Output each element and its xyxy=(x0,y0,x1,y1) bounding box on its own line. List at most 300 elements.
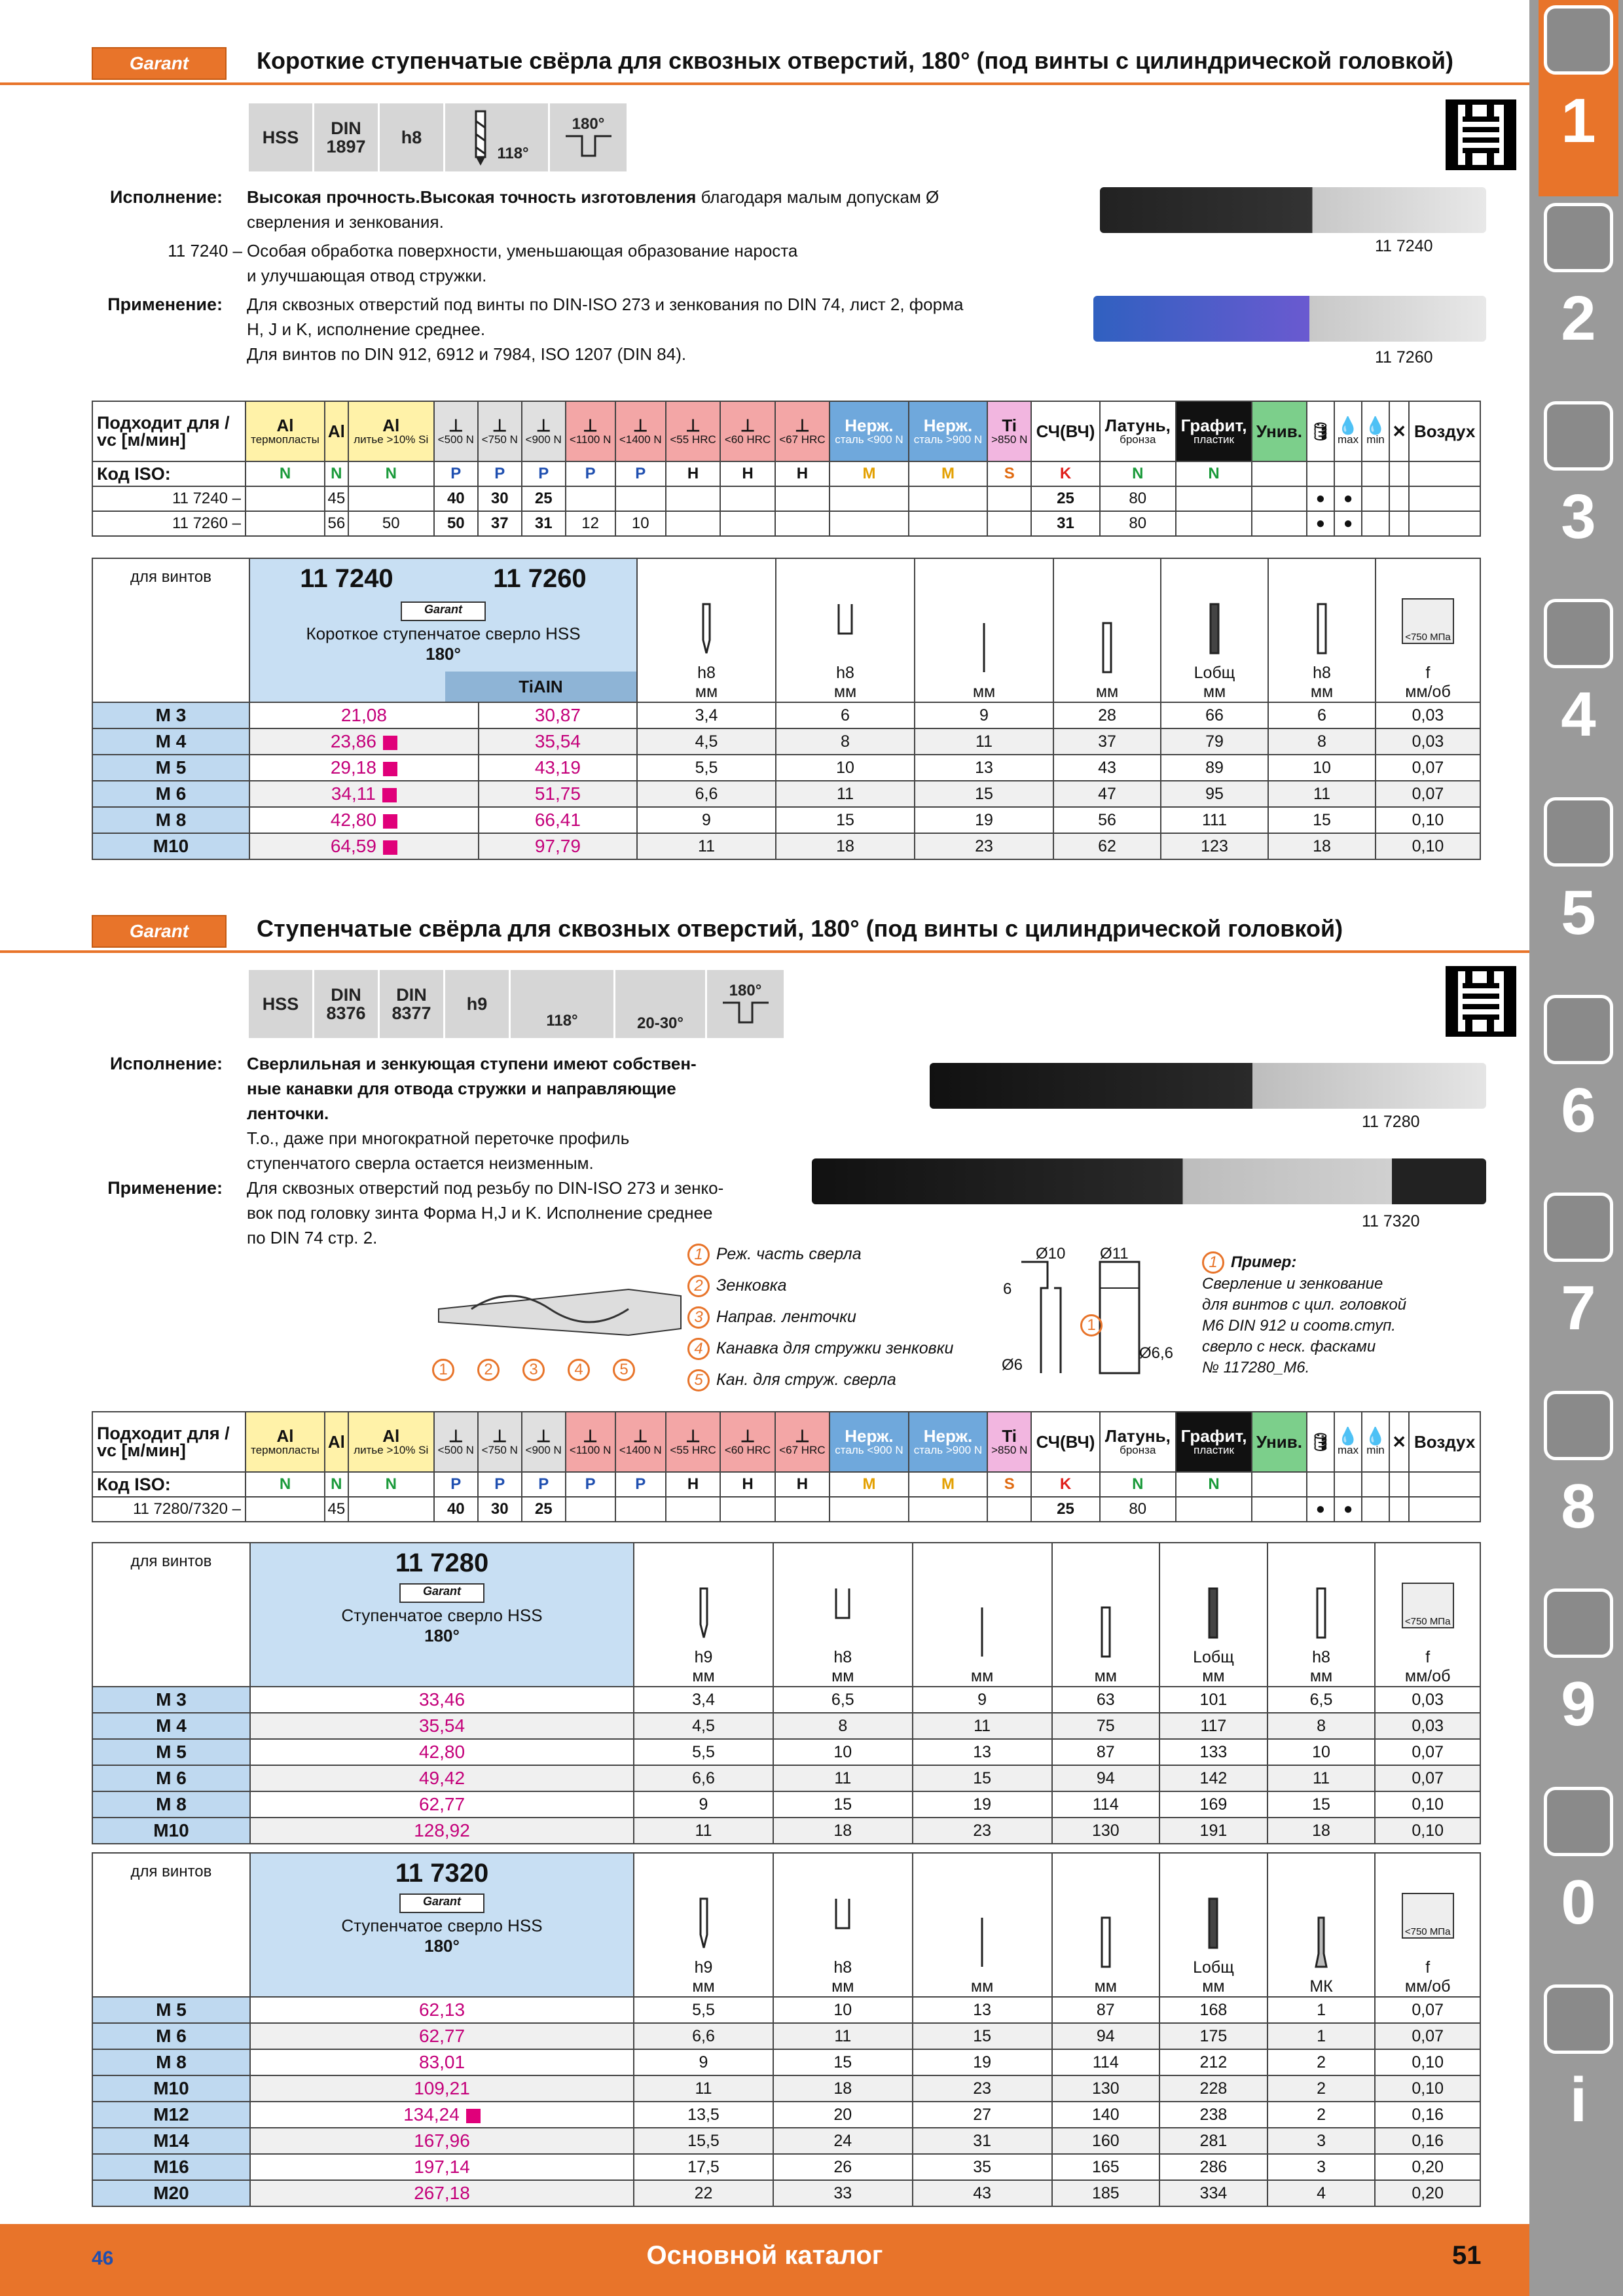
chapter-tab-0[interactable] xyxy=(1539,1782,1618,1978)
value-cell: 13 xyxy=(913,1997,1052,2023)
col-st1-t: Нерж. xyxy=(845,416,894,435)
value-cell: 10 xyxy=(773,1997,913,2023)
col-graphite-t: Графит, xyxy=(1180,416,1247,435)
iso2-3: P xyxy=(434,1472,478,1497)
size-cell: M 6 xyxy=(92,781,249,807)
badge-point-text: 180° xyxy=(572,115,605,134)
size-cell: M 4 xyxy=(92,1713,250,1739)
mat-row-cell xyxy=(909,1497,988,1522)
col-oil-icon: 🛢 xyxy=(1307,401,1335,461)
hdr2-d2 xyxy=(773,1543,913,1687)
mat-row-cell xyxy=(348,486,434,511)
footer-title: Основной каталог xyxy=(646,2241,883,2270)
value-cell: 133 xyxy=(1159,1739,1267,1765)
hdr2-f xyxy=(1375,1543,1480,1687)
legend-text-1: Реж. часть сверла xyxy=(716,1245,862,1263)
mat1-row-117260 xyxy=(92,511,1480,536)
badge2-tolerance: h9 xyxy=(445,970,511,1038)
col2-air: Воздух xyxy=(1409,1412,1480,1472)
mat-row-code: 11 7260 – xyxy=(92,511,246,536)
c2-15s: бронза xyxy=(1120,1444,1156,1456)
col-hrc-67-s: <67 HRC xyxy=(779,433,826,446)
value-cell: 286 xyxy=(1159,2154,1267,2180)
col-al-3-s: литье >10% Si xyxy=(354,433,429,446)
col-steel-1100-s: <1100 N xyxy=(569,433,611,446)
hdr1-d1-u: мм xyxy=(695,683,718,701)
value-cell: 43 xyxy=(913,2180,1052,2206)
chapter-tab-6[interactable] xyxy=(1539,990,1618,1186)
value-cell: 0,10 xyxy=(1375,1791,1480,1818)
size-cell: M 6 xyxy=(92,1765,250,1791)
counterbore-icon xyxy=(832,601,858,660)
mat-row-cell xyxy=(1176,1497,1252,1522)
hdr2-l1-u: мм xyxy=(970,1667,994,1685)
price-117240: 21,08 xyxy=(340,705,387,725)
mat-row-cell xyxy=(246,486,325,511)
value-cell: 31 xyxy=(913,2128,1052,2154)
hdr3-mk-t: МК xyxy=(1309,1977,1333,1996)
mat-row-cell: 25 xyxy=(522,1497,566,1522)
col-ti-s: >850 N xyxy=(991,433,1028,446)
mat-row-cell: 45 xyxy=(325,486,348,511)
c2-9s: <60 HRC xyxy=(724,1444,771,1456)
table-row xyxy=(92,2180,1480,2206)
col-steel-750: ⊥ <750 N xyxy=(478,401,522,461)
garant-logo-text: Garant xyxy=(129,53,189,73)
price-cell-117240 xyxy=(249,807,479,833)
iso-14: K xyxy=(1031,461,1100,486)
value-cell: 0,10 xyxy=(1376,807,1480,833)
value-cell: 94 xyxy=(1052,1765,1160,1791)
iso2-8: H xyxy=(666,1472,720,1497)
col-cast-iron: СЧ(ВЧ) xyxy=(1031,401,1100,461)
col-al-1-t: Al xyxy=(276,416,294,435)
table-row xyxy=(92,2102,1480,2128)
value-cell: 79 xyxy=(1161,728,1268,755)
badge2-point-text: 180° xyxy=(729,982,762,1000)
product-code-117320: 11 7320 xyxy=(395,1859,489,1888)
price-cell-117240 xyxy=(249,833,479,859)
mat-row-cell xyxy=(1389,1497,1409,1522)
availability-mark xyxy=(383,814,397,829)
coating-label: TiAIN xyxy=(445,672,636,702)
col-stainless-2 xyxy=(909,401,988,461)
size-cell: M 3 xyxy=(92,702,249,728)
value-cell: 15 xyxy=(915,781,1053,807)
iso-6: P xyxy=(566,461,615,486)
col-coolant-min: 💧 min xyxy=(1362,401,1389,461)
value-cell: 130 xyxy=(1052,2075,1160,2102)
mat2-row-117280 xyxy=(92,1497,1480,1522)
app2-3: по DIN 74 стр. 2. xyxy=(247,1228,378,1247)
table-row xyxy=(92,1791,1480,1818)
data-table-3-body xyxy=(92,1997,1480,2206)
hdr1-l1 xyxy=(915,558,1053,702)
col-st2-t: Нерж. xyxy=(923,416,973,435)
value-cell: 0,16 xyxy=(1375,2102,1480,2128)
badge2-angle-icon xyxy=(511,970,615,1038)
mat-row-cell xyxy=(909,486,988,511)
mat-row-cell: 80 xyxy=(1100,511,1176,536)
mat-row-cell: ● xyxy=(1307,1497,1335,1522)
iso-3: P xyxy=(434,461,478,486)
chapter-icon xyxy=(1544,1588,1613,1658)
chapter-icon xyxy=(1544,1391,1613,1460)
col2-coolant-min: 💧 min xyxy=(1362,1412,1389,1472)
hdr1-l3 xyxy=(1161,558,1268,702)
step-drill-icon xyxy=(693,601,720,660)
c2-16: Графит, xyxy=(1180,1426,1247,1446)
counterbore-drawing xyxy=(1002,1245,1174,1380)
value-cell: 0,20 xyxy=(1375,2154,1480,2180)
drill-image-117280 xyxy=(930,1063,1486,1109)
value-cell: 13,5 xyxy=(634,2102,773,2128)
table-row xyxy=(92,702,1480,728)
drill-code-117280: 11 7280 xyxy=(1362,1113,1420,1131)
c2-5s: <900 N xyxy=(525,1444,562,1456)
section2-title: Ступенчатые свёрла для сквозных отверстий, 180° (под винты с цилиндрической головкой) xyxy=(257,915,1343,942)
mat-row-cell: 37 xyxy=(478,511,522,536)
value-cell: 212 xyxy=(1159,2049,1267,2075)
value-cell: 10 xyxy=(776,755,915,781)
badge2-hss: HSS xyxy=(249,970,314,1038)
value-cell: 9 xyxy=(637,807,776,833)
badge2-angle-text: 118° xyxy=(546,1011,578,1030)
app-label-1: Применение: xyxy=(107,295,223,314)
price-117240: 42,80 xyxy=(330,810,376,830)
app-text-1c: Для винтов по DIN 912, 6912 и 7984, ISO 1207 (DIN 84). xyxy=(247,344,687,364)
col2-cast-iron: СЧ(ВЧ) xyxy=(1031,1412,1100,1472)
size-cell: M 8 xyxy=(92,807,249,833)
example-block xyxy=(1202,1251,1406,1378)
mat-row-cell: 25 xyxy=(1031,1497,1100,1522)
badge-angle-text: 118° xyxy=(497,145,529,163)
value-cell: 334 xyxy=(1159,2180,1267,2206)
price-cell-117260: 97,79 xyxy=(479,833,637,859)
product-desc-3: Ступенчатое сверло HSS xyxy=(341,1916,543,1935)
value-cell: 0,10 xyxy=(1375,2075,1480,2102)
data-table-1 xyxy=(92,558,1481,860)
chapter-number: i xyxy=(1569,2065,1588,2136)
footer-bar xyxy=(0,2224,1529,2296)
mat-row-cell: 12 xyxy=(566,511,615,536)
value-cell: 87 xyxy=(1052,1997,1160,2023)
badge2-din2: DIN 8377 xyxy=(380,970,445,1038)
hdr1-l2 xyxy=(1053,558,1161,702)
value-cell: 5,5 xyxy=(634,1739,773,1765)
value-cell: 0,07 xyxy=(1375,1739,1480,1765)
example-title: Пример: xyxy=(1231,1253,1297,1271)
col-hrc-60-s: <60 HRC xyxy=(724,433,771,446)
iso2-15: N xyxy=(1100,1472,1176,1497)
ref-text-b: и улучшающая отвод стружки. xyxy=(247,266,487,285)
price-value: 197,14 xyxy=(414,2157,470,2177)
col-brass xyxy=(1100,401,1176,461)
size-cell: M14 xyxy=(92,2128,250,2154)
hdr2-d3-t: h8 xyxy=(1312,1648,1330,1666)
value-cell: 0,07 xyxy=(1375,1997,1480,2023)
value-cell: 11 xyxy=(913,1713,1052,1739)
iso-empty-4 xyxy=(1362,461,1389,486)
legend-item-4 xyxy=(687,1338,953,1360)
price-value: 134,24 xyxy=(403,2104,460,2125)
dim-d10: Ø10 xyxy=(1036,1245,1066,1263)
c2-2s: литье >10% Si xyxy=(354,1444,429,1456)
c2-0: Al xyxy=(276,1426,294,1446)
callout-3: 3 xyxy=(522,1359,545,1381)
value-cell: 18 xyxy=(1268,833,1376,859)
table-row xyxy=(92,1765,1480,1791)
data-table-1-body xyxy=(92,702,1480,859)
value-cell: 165 xyxy=(1052,2154,1160,2180)
col2-steel-500: ⊥ <500 N xyxy=(434,1412,478,1472)
price-cell-117260: 35,54 xyxy=(479,728,637,755)
c2-10s: <67 HRC xyxy=(779,1444,826,1456)
col-steel-1100: ⊥ <1100 N xyxy=(566,401,615,461)
mat-row-cell xyxy=(830,511,909,536)
value-cell: 23 xyxy=(913,1818,1052,1844)
step-drill-icon-2 xyxy=(691,1585,717,1644)
chapter-tab-2[interactable] xyxy=(1539,198,1618,394)
value-cell: 62 xyxy=(1053,833,1161,859)
mat-row-cell xyxy=(1409,511,1480,536)
chapter-number: 9 xyxy=(1561,1669,1596,1740)
col-steel-900: ⊥ <900 N xyxy=(522,401,566,461)
hdr1-l3-t: Lобщ xyxy=(1194,664,1235,682)
mat-row-cell xyxy=(1362,1497,1389,1522)
col2-brass xyxy=(1100,1412,1176,1472)
exec-text-1b: сверления и зенкования. xyxy=(247,212,444,232)
dim-d6: Ø6 xyxy=(1002,1356,1023,1374)
value-cell: 22 xyxy=(634,2180,773,2206)
value-cell: 19 xyxy=(913,2049,1052,2075)
price-cell xyxy=(250,2102,634,2128)
value-cell: 3 xyxy=(1267,2154,1376,2180)
example-line-4: сверло с неск. фасками xyxy=(1202,1338,1376,1355)
chapter-tab-8[interactable] xyxy=(1539,1386,1618,1582)
mat-row-cell: ● xyxy=(1334,1497,1362,1522)
exec-text-1 xyxy=(247,185,1065,234)
hdr2-l1 xyxy=(913,1543,1052,1687)
c2-1: Al xyxy=(327,1432,345,1452)
price-cell-117240 xyxy=(249,702,479,728)
section2-header xyxy=(0,907,1529,953)
badge2-chamfer-text: 20-30° xyxy=(637,1014,684,1032)
value-cell: 47 xyxy=(1053,781,1161,807)
price-117240: 23,86 xyxy=(330,731,376,751)
iso-label-2: Код ISO: xyxy=(92,1472,246,1497)
mat-row-cell: 31 xyxy=(522,511,566,536)
hdr2-d2-t: h8 xyxy=(833,1648,852,1666)
value-cell: 5,5 xyxy=(637,755,776,781)
value-cell: 160 xyxy=(1052,2128,1160,2154)
app-text-1 xyxy=(247,292,1065,367)
value-cell: 20 xyxy=(773,2102,913,2128)
table-row xyxy=(92,1713,1480,1739)
legend-item-5 xyxy=(687,1369,896,1391)
size-cell: M10 xyxy=(92,1818,250,1844)
chapter-number: 5 xyxy=(1561,877,1596,948)
mat-row-code: 11 7240 – xyxy=(92,486,246,511)
value-cell: 8 xyxy=(1267,1713,1376,1739)
iso2-5: P xyxy=(522,1472,566,1497)
chapter-tab-i[interactable] xyxy=(1539,1979,1618,2176)
mat-row-cell: ● xyxy=(1307,511,1335,536)
length-icon-3 xyxy=(969,1914,995,1973)
c2-7s: <1400 N xyxy=(619,1444,662,1456)
iso2-0: N xyxy=(246,1472,325,1497)
value-cell: 0,07 xyxy=(1375,1765,1480,1791)
hdr3-l2-u: мм xyxy=(1094,1977,1117,1996)
legend-item-3 xyxy=(687,1306,856,1329)
morse-taper-icon xyxy=(1308,1914,1334,1973)
chapter-icon xyxy=(1544,1787,1613,1856)
iso2-2: N xyxy=(348,1472,434,1497)
value-cell: 114 xyxy=(1052,1791,1160,1818)
value-cell: 15 xyxy=(773,1791,913,1818)
example-line-5: № 117280_M6. xyxy=(1202,1359,1310,1376)
mat-row-cell: 30 xyxy=(478,1497,522,1522)
mat-row-cell: 25 xyxy=(1031,486,1100,511)
price-cell xyxy=(250,2128,634,2154)
col-stainless-1 xyxy=(830,401,909,461)
garant-mini-logo-3: Garant xyxy=(399,1893,484,1913)
size-cell: M10 xyxy=(92,833,249,859)
garant-mini-logo-2: Garant xyxy=(399,1583,484,1603)
iso-9: H xyxy=(720,461,775,486)
diagram-callouts xyxy=(432,1359,642,1381)
section1-header xyxy=(0,39,1529,85)
c2-12: Нерж. xyxy=(923,1426,973,1446)
hdr2-d1-t: h9 xyxy=(694,1648,713,1666)
exec2-1: Сверлильная и зенкующая ступени имеют собствен- xyxy=(247,1054,697,1073)
suit-label-2: Подходит для / xyxy=(97,1424,230,1443)
value-cell: 43 xyxy=(1053,755,1161,781)
chapter-number: 0 xyxy=(1561,1867,1596,1937)
value-cell: 6,6 xyxy=(634,2023,773,2049)
ref-code: 11 7240 – xyxy=(168,241,242,260)
value-cell: 15 xyxy=(776,807,915,833)
chapter-icon xyxy=(1544,203,1613,272)
iso2-e4 xyxy=(1362,1472,1389,1497)
value-cell: 19 xyxy=(915,807,1053,833)
value-cell: 4,5 xyxy=(634,1713,773,1739)
app-label-2: Применение: xyxy=(107,1178,223,1198)
iso-11: M xyxy=(830,461,909,486)
value-cell: 168 xyxy=(1159,1997,1267,2023)
value-cell: 0,07 xyxy=(1376,781,1480,807)
chapter-tab-7[interactable] xyxy=(1539,1187,1618,1384)
callout-5: 5 xyxy=(613,1359,635,1381)
iso2-6: P xyxy=(566,1472,615,1497)
value-cell: 33 xyxy=(773,2180,913,2206)
value-cell: 6 xyxy=(776,702,915,728)
value-cell: 35 xyxy=(913,2154,1052,2180)
value-cell: 15 xyxy=(913,1765,1052,1791)
hdr3-mk xyxy=(1267,1853,1376,1997)
col-steel-1400-s: <1400 N xyxy=(619,433,662,446)
price-value: 62,77 xyxy=(418,2026,465,2046)
app-text-2 xyxy=(247,1175,771,1250)
total-length-icon xyxy=(1201,601,1228,660)
col-al-2 xyxy=(325,401,348,461)
table-row xyxy=(92,1997,1480,2023)
value-cell: 0,03 xyxy=(1376,702,1480,728)
iso-empty-6 xyxy=(1409,461,1480,486)
col2-hrc-67: ⊥ <67 HRC xyxy=(775,1412,830,1472)
chapter-tab-1[interactable] xyxy=(1539,0,1618,196)
value-cell: 191 xyxy=(1159,1818,1267,1844)
table-row xyxy=(92,2128,1480,2154)
col2-oil-icon: 🛢 xyxy=(1307,1412,1335,1472)
iso-empty-5 xyxy=(1389,461,1409,486)
value-cell: 18 xyxy=(773,2075,913,2102)
hdr1-l2-u: мм xyxy=(1095,683,1119,701)
mat-row-cell xyxy=(246,1497,325,1522)
value-cell: 169 xyxy=(1159,1791,1267,1818)
exec-text-1a: благодаря малым допускам Ø xyxy=(696,187,939,207)
step-drill-icon-3 xyxy=(691,1895,717,1954)
hdr1-d2-t: h8 xyxy=(836,664,854,682)
chapter-tab-3[interactable] xyxy=(1539,396,1618,592)
value-cell: 0,20 xyxy=(1375,2180,1480,2206)
length-icon xyxy=(971,620,997,679)
exec2-5: ступенчатого сверла остается неизменным. xyxy=(247,1153,594,1173)
col-st1-s: сталь <900 N xyxy=(835,433,903,446)
col-steel-500: ⊥ <500 N xyxy=(434,401,478,461)
table-row xyxy=(92,833,1480,859)
col2-hrc-55: ⊥ <55 HRC xyxy=(666,1412,720,1472)
data-table-2 xyxy=(92,1542,1481,1844)
col-coolant-max: 💧 max xyxy=(1334,401,1362,461)
legend-num-4: 4 xyxy=(687,1338,710,1360)
value-cell: 0,07 xyxy=(1376,755,1480,781)
value-cell: 9 xyxy=(915,702,1053,728)
drill-code-117260: 11 7260 xyxy=(1375,348,1433,367)
price-value: 267,18 xyxy=(414,2183,470,2203)
c2-6s: <1100 N xyxy=(569,1444,611,1456)
value-cell: 130 xyxy=(1052,1818,1160,1844)
legend-num-1: 1 xyxy=(687,1244,710,1266)
chapter-tab-9[interactable] xyxy=(1539,1583,1618,1780)
value-cell: 5,5 xyxy=(634,1997,773,2023)
col2-dry-icon: ✕ xyxy=(1389,1412,1409,1472)
value-cell: 15 xyxy=(1267,1791,1376,1818)
chapter-tab-4[interactable] xyxy=(1539,594,1618,790)
steel-strength-icon-2: <750 МПа xyxy=(1402,1583,1454,1628)
value-cell: 13 xyxy=(915,755,1053,781)
hdr3-l3-t: Lобщ xyxy=(1193,1958,1234,1977)
exec-label-2: Исполнение: xyxy=(110,1054,223,1073)
availability-mark xyxy=(383,736,397,750)
mat-row-cell xyxy=(615,486,666,511)
value-cell: 23 xyxy=(913,2075,1052,2102)
mat-row-cell: ● xyxy=(1307,486,1335,511)
value-cell: 94 xyxy=(1052,2023,1160,2049)
legend-num-3: 3 xyxy=(687,1306,710,1329)
col-steel-500-s: <500 N xyxy=(437,433,474,446)
iso-10: H xyxy=(775,461,830,486)
value-cell: 11 xyxy=(773,1765,913,1791)
value-cell: 15 xyxy=(773,2049,913,2075)
mat-row-cell xyxy=(666,486,720,511)
steel-strength-icon: <750 МПа xyxy=(1402,598,1454,644)
col-steel-1400: ⊥ <1400 N xyxy=(615,401,666,461)
product-code-117260: 11 7260 xyxy=(493,564,587,593)
price-117240: 29,18 xyxy=(330,757,376,778)
exec-label-1: Исполнение: xyxy=(110,187,223,207)
chapter-tab-5[interactable] xyxy=(1539,792,1618,988)
